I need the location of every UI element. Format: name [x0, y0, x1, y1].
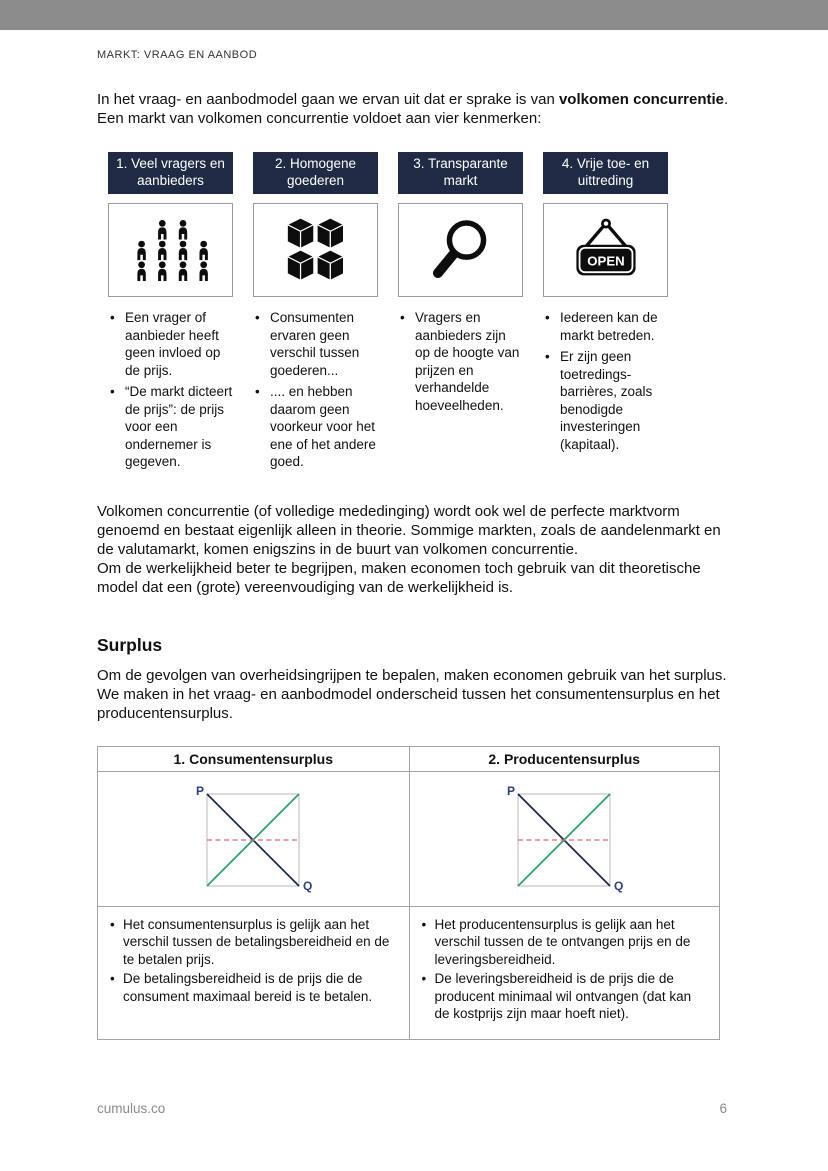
x-axis-label: Q: [614, 878, 624, 893]
feature-title: 4. Vrije toe- en uittreding: [543, 152, 668, 194]
surplus-table: [97, 746, 720, 1040]
crowd-icon: [108, 203, 233, 297]
magnifier-icon-svg: [428, 217, 494, 283]
intro-text-before: In het vraag- en aanbodmodel gaan we ervan uit dat er sprake is van: [97, 91, 559, 108]
supply-demand-graph: [484, 780, 644, 902]
magnifier-icon: [398, 203, 523, 297]
feature-column-3: [398, 152, 523, 475]
list-item: • Vragers en aanbieders zijn op de hoogte van prijzen en verhandelde hoeveelheden.: [398, 309, 523, 414]
feature-title: 2. Homogene goederen: [253, 152, 378, 194]
y-axis-label: P: [196, 783, 205, 798]
feature-bullet-list: [253, 309, 378, 471]
top-bar: [0, 0, 828, 30]
surplus-intro-paragraph: Om de gevolgen van overheidsingrijpen te bepalen, maken economen gebruik van het surplus. We maken in het vraag- en aanbodmodel onderscheid tussen het consumentensurplus en het producentensurplus.: [97, 666, 727, 722]
list-item: • De leveringsbereidheid is de prijs die de producent minimaal wil ontvangen (dat kan de kostprijs zijn maar hoeft niet).: [420, 970, 706, 1023]
open-sign-icon-svg: [569, 217, 643, 283]
consumer-surplus-graph-cell: [98, 772, 409, 906]
surplus-heading: Surplus: [97, 634, 163, 655]
feature-title: 3. Transparante markt: [398, 152, 523, 194]
feature-bullet-list: [543, 309, 668, 453]
producer-surplus-text-cell: [409, 907, 720, 1039]
producer-surplus-header: 2. Producentensurplus: [409, 747, 720, 771]
y-axis-label: P: [507, 783, 516, 798]
list-item: • De betalingsbereidheid is de prijs die de consument maximaal bereid is te betalen.: [108, 970, 395, 1005]
cubes-icon-svg: [284, 218, 348, 282]
market-features-row: [108, 152, 668, 475]
feature-column-2: [253, 152, 378, 475]
list-item: • “De markt dicteert de prijs”: de prijs voor een ondernemer is gegeven.: [108, 383, 233, 471]
intro-paragraph: [97, 90, 731, 128]
paragraph-text: Om de werkelijkheid beter te begrijpen, maken economen toch gebruik van dit theoretische model dat een (grote) vereenvoudiging van de werkelijkheid is.: [97, 559, 701, 596]
list-item: • .... en hebben daarom geen voorkeur voor het ene of het andere goed.: [253, 383, 378, 471]
page-content: [0, 30, 828, 1040]
page-kicker: MARKT: VRAAG EN AANBOD: [97, 49, 258, 61]
list-item: • Er zijn geen toetredings-barrières, zoals benodigde investeringen (kapitaal).: [543, 348, 668, 453]
producer-surplus-graph-cell: [409, 772, 720, 906]
feature-title: 1. Veel vragers en aanbieders: [108, 152, 233, 194]
supply-demand-graph: [173, 780, 333, 902]
feature-bullet-list: [108, 309, 233, 471]
surplus-table-header-row: [98, 747, 719, 771]
consumer-surplus-header: 1. Consumentensurplus: [173, 750, 333, 767]
volkomen-paragraph: [97, 502, 731, 597]
intro-bold-text: volkomen concurrentie: [558, 91, 724, 108]
page-number: 6: [719, 1101, 727, 1116]
x-axis-label: Q: [303, 878, 313, 893]
surplus-table-graph-row: [98, 771, 719, 906]
page-footer: [97, 1101, 727, 1116]
feature-bullet-list: [398, 309, 523, 414]
surplus-table-text-row: [98, 906, 719, 1039]
intro-text-after: . Een markt van volkomen concurrentie voldoet aan vier kenmerken:: [97, 91, 729, 127]
paragraph-text: Volkomen concurrentie (of volledige mededinging) wordt ook wel de perfecte marktvorm genoemd en bestaat eigenlijk alleen in theorie. Sommige markten, zoals de aandelenmarkt en de valutamarkt, komen enigszins in de buurt van volkomen concurrentie.: [97, 502, 721, 558]
open-sign-text: OPEN: [586, 253, 625, 269]
cubes-icon: [253, 203, 378, 297]
list-item: • Het consumentensurplus is gelijk aan het verschil tussen de betalingsbereidheid en de te betalen prijs.: [108, 916, 395, 969]
footer-brand: cumulus.co: [97, 1101, 166, 1116]
crowd-icon-svg: [131, 220, 211, 281]
feature-column-4: [543, 152, 668, 475]
consumer-surplus-text-cell: [98, 907, 409, 1039]
list-item: • Het producentensurplus is gelijk aan het verschil tussen de te ontvangen prijs en de leveringsbereidheid.: [420, 916, 706, 969]
open-sign-icon: [543, 203, 668, 297]
list-item: • Consumenten ervaren geen verschil tussen goederen...: [253, 309, 378, 379]
list-item: • Iedereen kan de markt betreden.: [543, 309, 668, 344]
feature-column-1: [108, 152, 233, 475]
list-item: • Een vrager of aanbieder heeft geen invloed op de prijs.: [108, 309, 233, 379]
